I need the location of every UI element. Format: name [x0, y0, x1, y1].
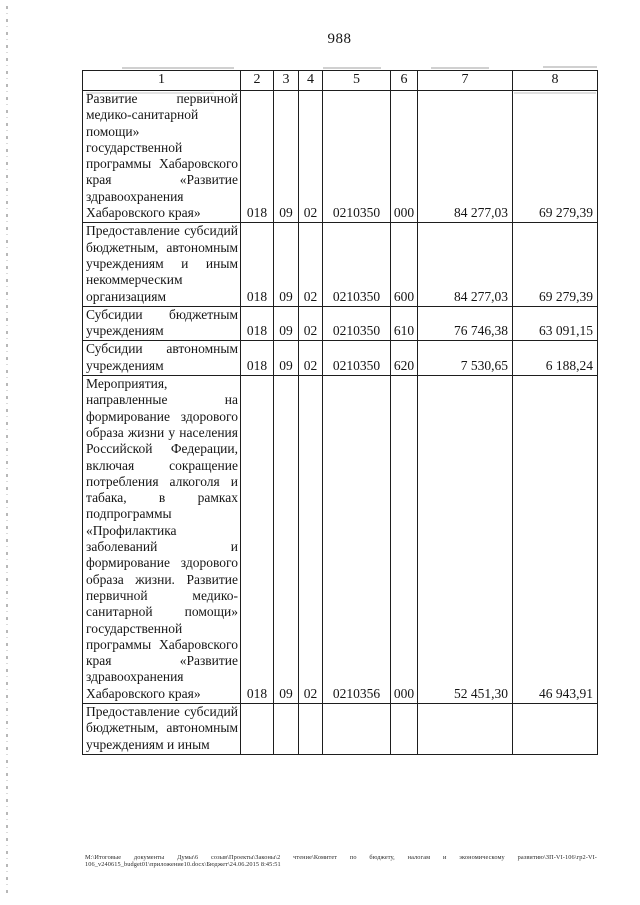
amount-cell: 76 746,38: [418, 306, 513, 341]
amount-cell: 69 279,39: [513, 91, 598, 223]
section-code-cell: 09: [274, 223, 299, 306]
target-article-cell: 0210350: [323, 341, 391, 376]
section-code-cell: 09: [274, 376, 299, 704]
expense-type-cell: 000: [391, 91, 418, 223]
section-code-cell: 09: [274, 306, 299, 341]
scan-artifact: [431, 67, 489, 69]
column-header: 7: [418, 71, 513, 91]
amount-cell: [513, 703, 598, 754]
target-article-cell: [323, 703, 391, 754]
amount-cell: 7 530,65: [418, 341, 513, 376]
expense-type-cell: 000: [391, 376, 418, 704]
amount-cell: 69 279,39: [513, 223, 598, 306]
budget-table: [82, 70, 598, 755]
row-name-cell: Субсидии бюджетным учреждениям: [83, 306, 241, 341]
amount-cell: 63 091,15: [513, 306, 598, 341]
scan-artifact-left-edge: [6, 6, 8, 896]
section-code-cell: 09: [274, 341, 299, 376]
table-row: [83, 703, 598, 754]
column-header: 8: [513, 71, 598, 91]
subsection-code-cell: 02: [299, 306, 323, 341]
table-header-row: [83, 71, 598, 91]
subsection-code-cell: [299, 703, 323, 754]
row-name-cell: Предоставление субсидий бюджетным, автономным учреждениям и иным некоммерческим организациям: [83, 223, 241, 306]
row-name-cell: Предоставление субсидий бюджетным, автономным учреждениям и иным: [83, 703, 241, 754]
row-name-cell: Развитие первичной медико-санитарной помощи» государственной программы Хабаровского края «Развитие здравоохранения Хабаровского края»: [83, 91, 241, 223]
section-code-cell: 09: [274, 91, 299, 223]
grbs-code-cell: 018: [241, 91, 274, 223]
column-header: 6: [391, 71, 418, 91]
table-row: [83, 376, 598, 704]
subsection-code-cell: 02: [299, 91, 323, 223]
grbs-code-cell: 018: [241, 376, 274, 704]
grbs-code-cell: 018: [241, 223, 274, 306]
grbs-code-cell: [241, 703, 274, 754]
grbs-code-cell: 018: [241, 306, 274, 341]
expense-type-cell: 610: [391, 306, 418, 341]
column-header: 5: [323, 71, 391, 91]
table-row: [83, 91, 598, 223]
subsection-code-cell: 02: [299, 223, 323, 306]
amount-cell: 46 943,91: [513, 376, 598, 704]
expense-type-cell: 620: [391, 341, 418, 376]
amount-cell: 84 277,03: [418, 223, 513, 306]
target-article-cell: 0210350: [323, 91, 391, 223]
expense-type-cell: 600: [391, 223, 418, 306]
amount-cell: 6 188,24: [513, 341, 598, 376]
section-code-cell: [274, 703, 299, 754]
scan-artifact: [543, 66, 597, 68]
expense-type-cell: [391, 703, 418, 754]
amount-cell: [418, 703, 513, 754]
table-row: [83, 341, 598, 376]
amount-cell: 52 451,30: [418, 376, 513, 704]
target-article-cell: 0210356: [323, 376, 391, 704]
column-header: 2: [241, 71, 274, 91]
page-number: 988: [327, 31, 352, 47]
grbs-code-cell: 018: [241, 341, 274, 376]
target-article-cell: 0210350: [323, 223, 391, 306]
column-header: 1: [83, 71, 241, 91]
amount-cell: 84 277,03: [418, 91, 513, 223]
subsection-code-cell: 02: [299, 376, 323, 704]
table-row: [83, 223, 598, 306]
footer-file-path: [85, 854, 597, 868]
footer-line-2: 106_v240615_budget01\приложение10.docx\Бюджет\24.06.2015 8:45:51: [85, 861, 281, 869]
footer-line-1: М:\Итоговые документы Думы\6 созыв\Проекты\Законы\2 чтение\Комитет по бюджету, налогам и экономическому развитию\ЗП-VI-106\гр2-VI-: [85, 854, 597, 861]
scan-artifact: [323, 67, 381, 69]
target-article-cell: 0210350: [323, 306, 391, 341]
table-row: [83, 306, 598, 341]
scan-artifact: [122, 67, 234, 69]
column-header: 4: [299, 71, 323, 91]
row-name-cell: Мероприятия, направленные на формирование здорового образа жизни у населения Российской Федерации, включая сокращение потребления алкоголя и табака, в рамках подпрограммы «Профилактика заболеваний и формирование здорового образа жизни. Развитие первичной медико-санитарной помощи» государственной программы Хабаровского края «Развитие здравоохранения Хабаровского края»: [83, 376, 241, 704]
column-header: 3: [274, 71, 299, 91]
subsection-code-cell: 02: [299, 341, 323, 376]
row-name-cell: Субсидии автономным учреждениям: [83, 341, 241, 376]
